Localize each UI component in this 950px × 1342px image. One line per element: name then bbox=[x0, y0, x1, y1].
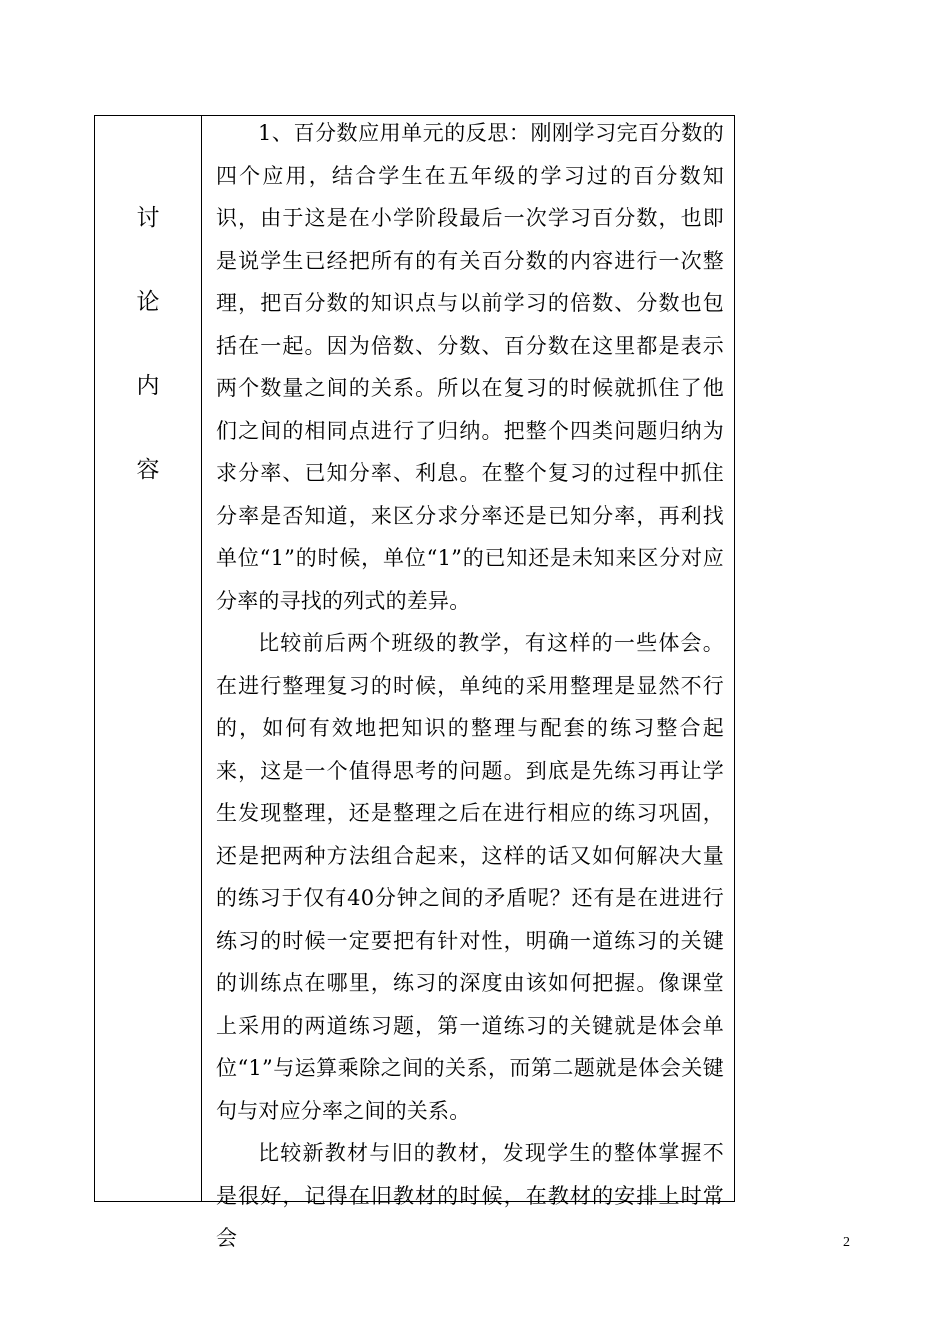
discussion-table bbox=[94, 115, 735, 1250]
content-column bbox=[202, 116, 734, 1250]
paragraph-class-comparison: 比较前后两个班级的教学，有这样的一些体会。在进行整理复习的时候，单纯的采用整理是显然不行的，如何有效地把知识的整理与配套的练习整合起来，这是一个值得思考的问题。到底是先练习再让学生发现整理，还是整理之后在进行相应的练习巩固，还是把两种方法组合起来，这样的话又如何解决大量的练习于仅有40分钟之间的矛盾呢？还有是在进进行练习的时候一定要把有针对性，明确一道练习的关键的训练点在哪里，练习的深度由该如何把握。像课堂上采用的两道练习题，第一道练习的关键就是体会单位“1”与运算乘除之间的关系，而第二题就是体会关键句与对应分率之间的关系。 bbox=[216, 631, 724, 1123]
label-char-lun: 论 bbox=[136, 289, 160, 315]
label-char-rong: 容 bbox=[136, 457, 160, 483]
paragraph-textbook-comparison: 比较新教材与旧的教材，发现学生的整体掌握不是很好，记得在旧教材的时候，在教材的安排上时常会 bbox=[216, 1141, 724, 1250]
label-char-tao: 讨 bbox=[136, 205, 160, 231]
label-char-nei: 内 bbox=[136, 373, 160, 399]
paragraph-reflection: 1、百分数应用单元的反思：刚刚学习完百分数的四个应用，结合学生在五年级的学习过的百分数知识，由于这是在小学阶段最后一次学习百分数，也即是说学生已经把所有的有关百分数的内容进行一次整理，把百分数的知识点与以前学习的倍数、分数也包括在一起。因为倍数、分数、百分数在这里都是表示两个数量之间的关系。所以在复习的时候就抓住了他们之间的相同点进行了归纳。把整个四类问题归纳为求分率、已知分率、利息。在整个复习的过程中抓住分率是否知道，来区分求分率还是已知分率，再利找单位“1”的时候，单位“1”的已知还是未知来区分对应分率的寻找的列式的差异。 bbox=[216, 121, 724, 613]
label-column bbox=[95, 116, 202, 1201]
page-number: 2 bbox=[843, 1235, 850, 1250]
